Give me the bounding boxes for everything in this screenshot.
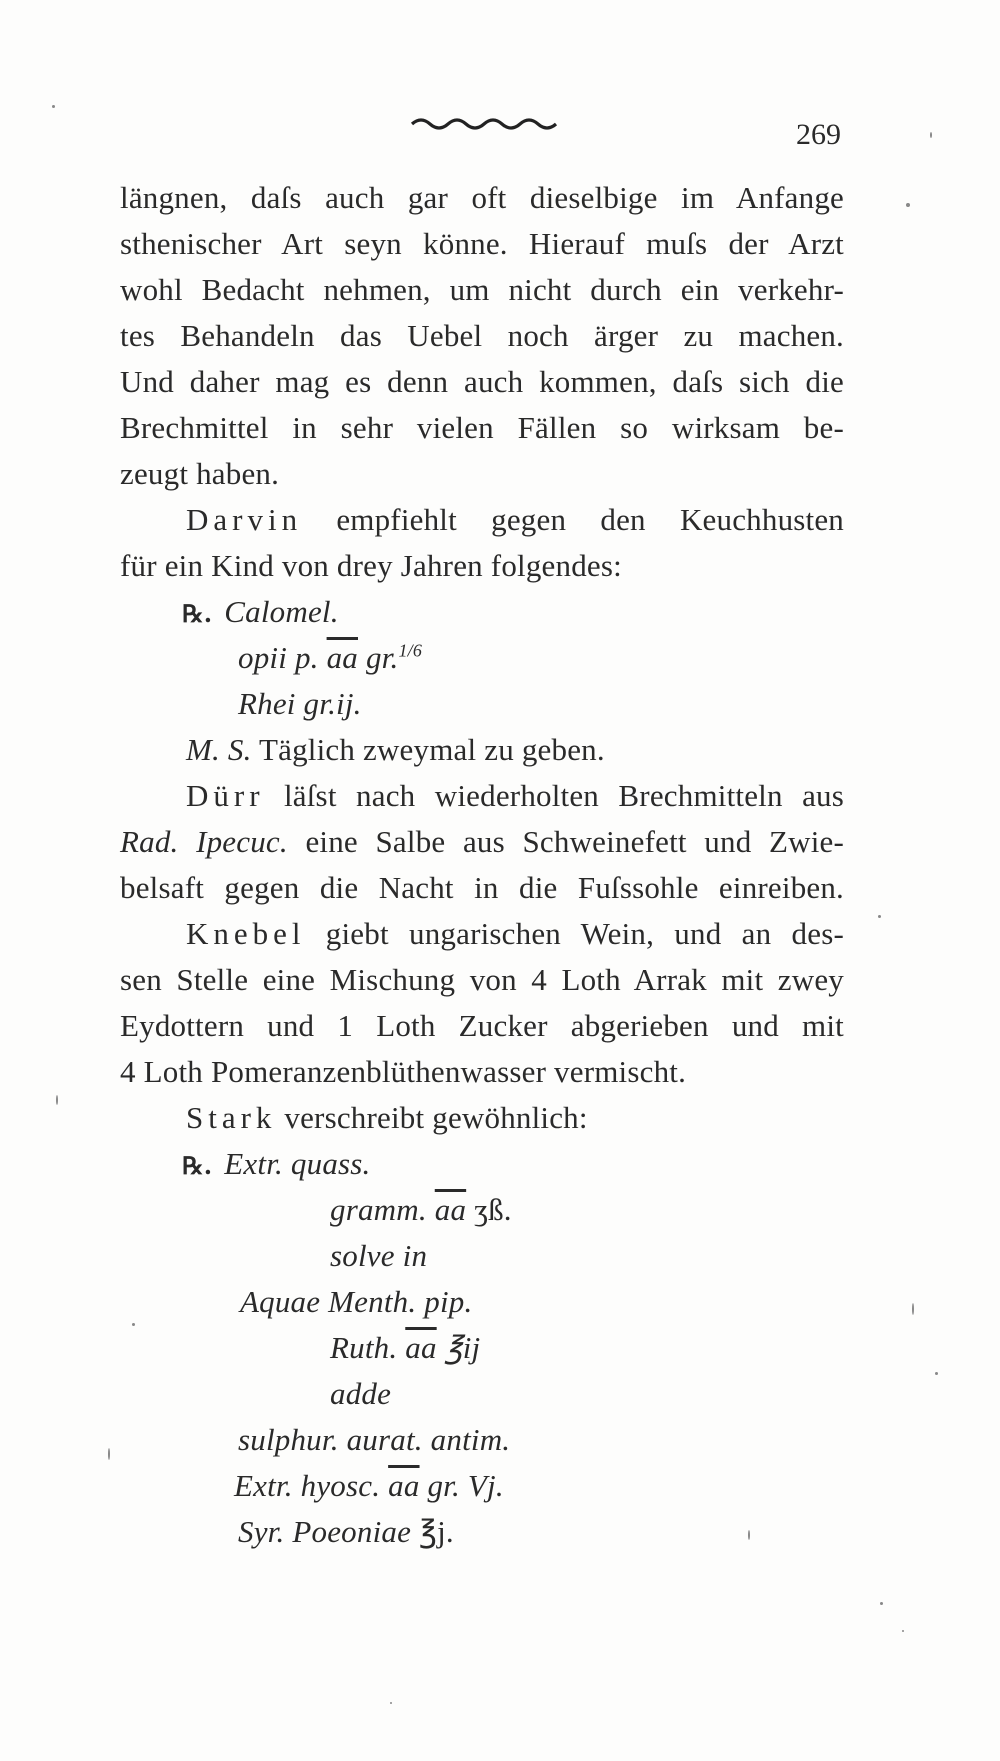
text-line: belsaft gegen die Nacht in die Fuſssohle einreiben. (120, 870, 844, 905)
recipe-ingredient: Syr. Poeoniae (238, 1514, 412, 1549)
text-span: verschreibt gewöhnlich: (284, 1100, 588, 1135)
paragraph-knebel (186, 916, 844, 952)
recipe-line (234, 1468, 504, 1504)
scan-speck (390, 1702, 392, 1704)
text-line: 4 Loth Pomeranzenblüthenwasser vermischt. (120, 1054, 687, 1089)
text-line: tes Behandeln das Uebel noch ärger zu machen. (120, 318, 844, 353)
author-name: Stark (186, 1100, 277, 1135)
text-span: läſst nach wiederholten Brechmitteln aus (283, 778, 845, 813)
recipe-ingredient: Extr. quass. (224, 1146, 371, 1181)
recipe-aa: $\overline{aa}$ (405, 1330, 437, 1365)
text-span: giebt ungarischen Wein, und an des- (325, 916, 844, 951)
recipe-dose: ℥ij (444, 1330, 481, 1365)
recipe-instruction: Täglich zweymal zu geben. (258, 732, 605, 767)
recipe-ingredient: opii p. (238, 640, 319, 675)
recipe-line (238, 1514, 454, 1550)
recipe-aa: $\overline{aa}$ (388, 1468, 420, 1503)
text-line: wohl Bedacht nehmen, um nicht durch ein verkehr- (120, 272, 844, 307)
scan-speck (880, 1602, 883, 1605)
paragraph-darvin (186, 502, 844, 538)
author-name: Knebel (186, 916, 306, 951)
text-line: Brechmittel in sehr vielen Fällen so wirksam be- (120, 410, 844, 445)
page-number: 269 (796, 118, 841, 151)
scan-speck (878, 915, 881, 918)
header-ornament-icon (410, 110, 560, 134)
text-line: für ein Kind von drey Jahren folgendes: (120, 548, 622, 583)
recipe-ingredient: Ruth. (330, 1330, 398, 1365)
paragraph-stark (186, 1100, 588, 1136)
text-line: zeugt haben. (120, 456, 280, 491)
recipe-ingredient: Extr. hyosc. (234, 1468, 381, 1503)
recipe-line (238, 640, 422, 676)
text-line: sthenischer Art seyn könne. Hierauf muſs der Arzt (120, 226, 844, 261)
scan-speck (935, 1372, 938, 1375)
text-line: längnen, daſs auch gar oft dieselbige im Anfange (120, 180, 844, 215)
scan-speck (56, 1095, 58, 1105)
text-span: empfiehlt gegen den Keuchhusten (336, 502, 844, 537)
recipe-fraction: 1/6 (398, 640, 423, 661)
recipe-ingredient: Calomel. (224, 594, 339, 629)
recipe-dose: ʒß. (474, 1192, 512, 1227)
scan-speck (748, 1530, 750, 1540)
recipe-line: Rhei gr.ij. (238, 686, 362, 721)
scan-speck (108, 1448, 110, 1460)
scan-speck (906, 203, 910, 207)
text-line: Und daher mag es denn auch kommen, daſs sich die (120, 364, 844, 399)
recipe-dose: gr. Vj. (427, 1468, 504, 1503)
scan-speck (930, 132, 932, 138)
recipe-line (182, 594, 339, 630)
scan-speck (132, 1323, 135, 1326)
recipe-line (330, 1192, 512, 1228)
recipe-line: sulphur. aurat. antim. (238, 1422, 511, 1457)
paragraph-duerr (186, 778, 844, 814)
text-line: Eydottern und 1 Loth Zucker abgerieben und mit (120, 1008, 844, 1043)
author-name: Darvin (186, 502, 303, 537)
recipe-symbol: ℞. (182, 1151, 213, 1180)
recipe-aa: $\overline{aa}$ (326, 640, 358, 675)
recipe-symbol: ℞. (182, 599, 213, 628)
author-name: Dürr (186, 778, 265, 813)
scan-speck (52, 105, 55, 108)
text-line (120, 824, 844, 860)
recipe-line (330, 1330, 480, 1366)
recipe-line: solve in (330, 1238, 428, 1273)
recipe-dose: ℥j. (419, 1514, 454, 1549)
text-line: sen Stelle eine Mischung von 4 Loth Arrak mit zwey (120, 962, 844, 997)
recipe-unit: gr. (365, 640, 399, 675)
scan-speck (912, 1303, 914, 1315)
recipe-line: adde (330, 1376, 392, 1411)
recipe-ingredient: gramm. (330, 1192, 427, 1227)
scan-speck (902, 1630, 904, 1632)
text-span: eine Salbe aus Schweinefett und Zwie- (305, 824, 845, 859)
text-italic: Rad. Ipecuc. (120, 824, 288, 859)
recipe-aa: $\overline{aa}$ (434, 1192, 467, 1227)
recipe-ms: M. S. (186, 732, 252, 767)
recipe-line (182, 1146, 371, 1182)
recipe-line: Aquae Menth. pip. (240, 1284, 473, 1319)
recipe-line (186, 732, 605, 768)
